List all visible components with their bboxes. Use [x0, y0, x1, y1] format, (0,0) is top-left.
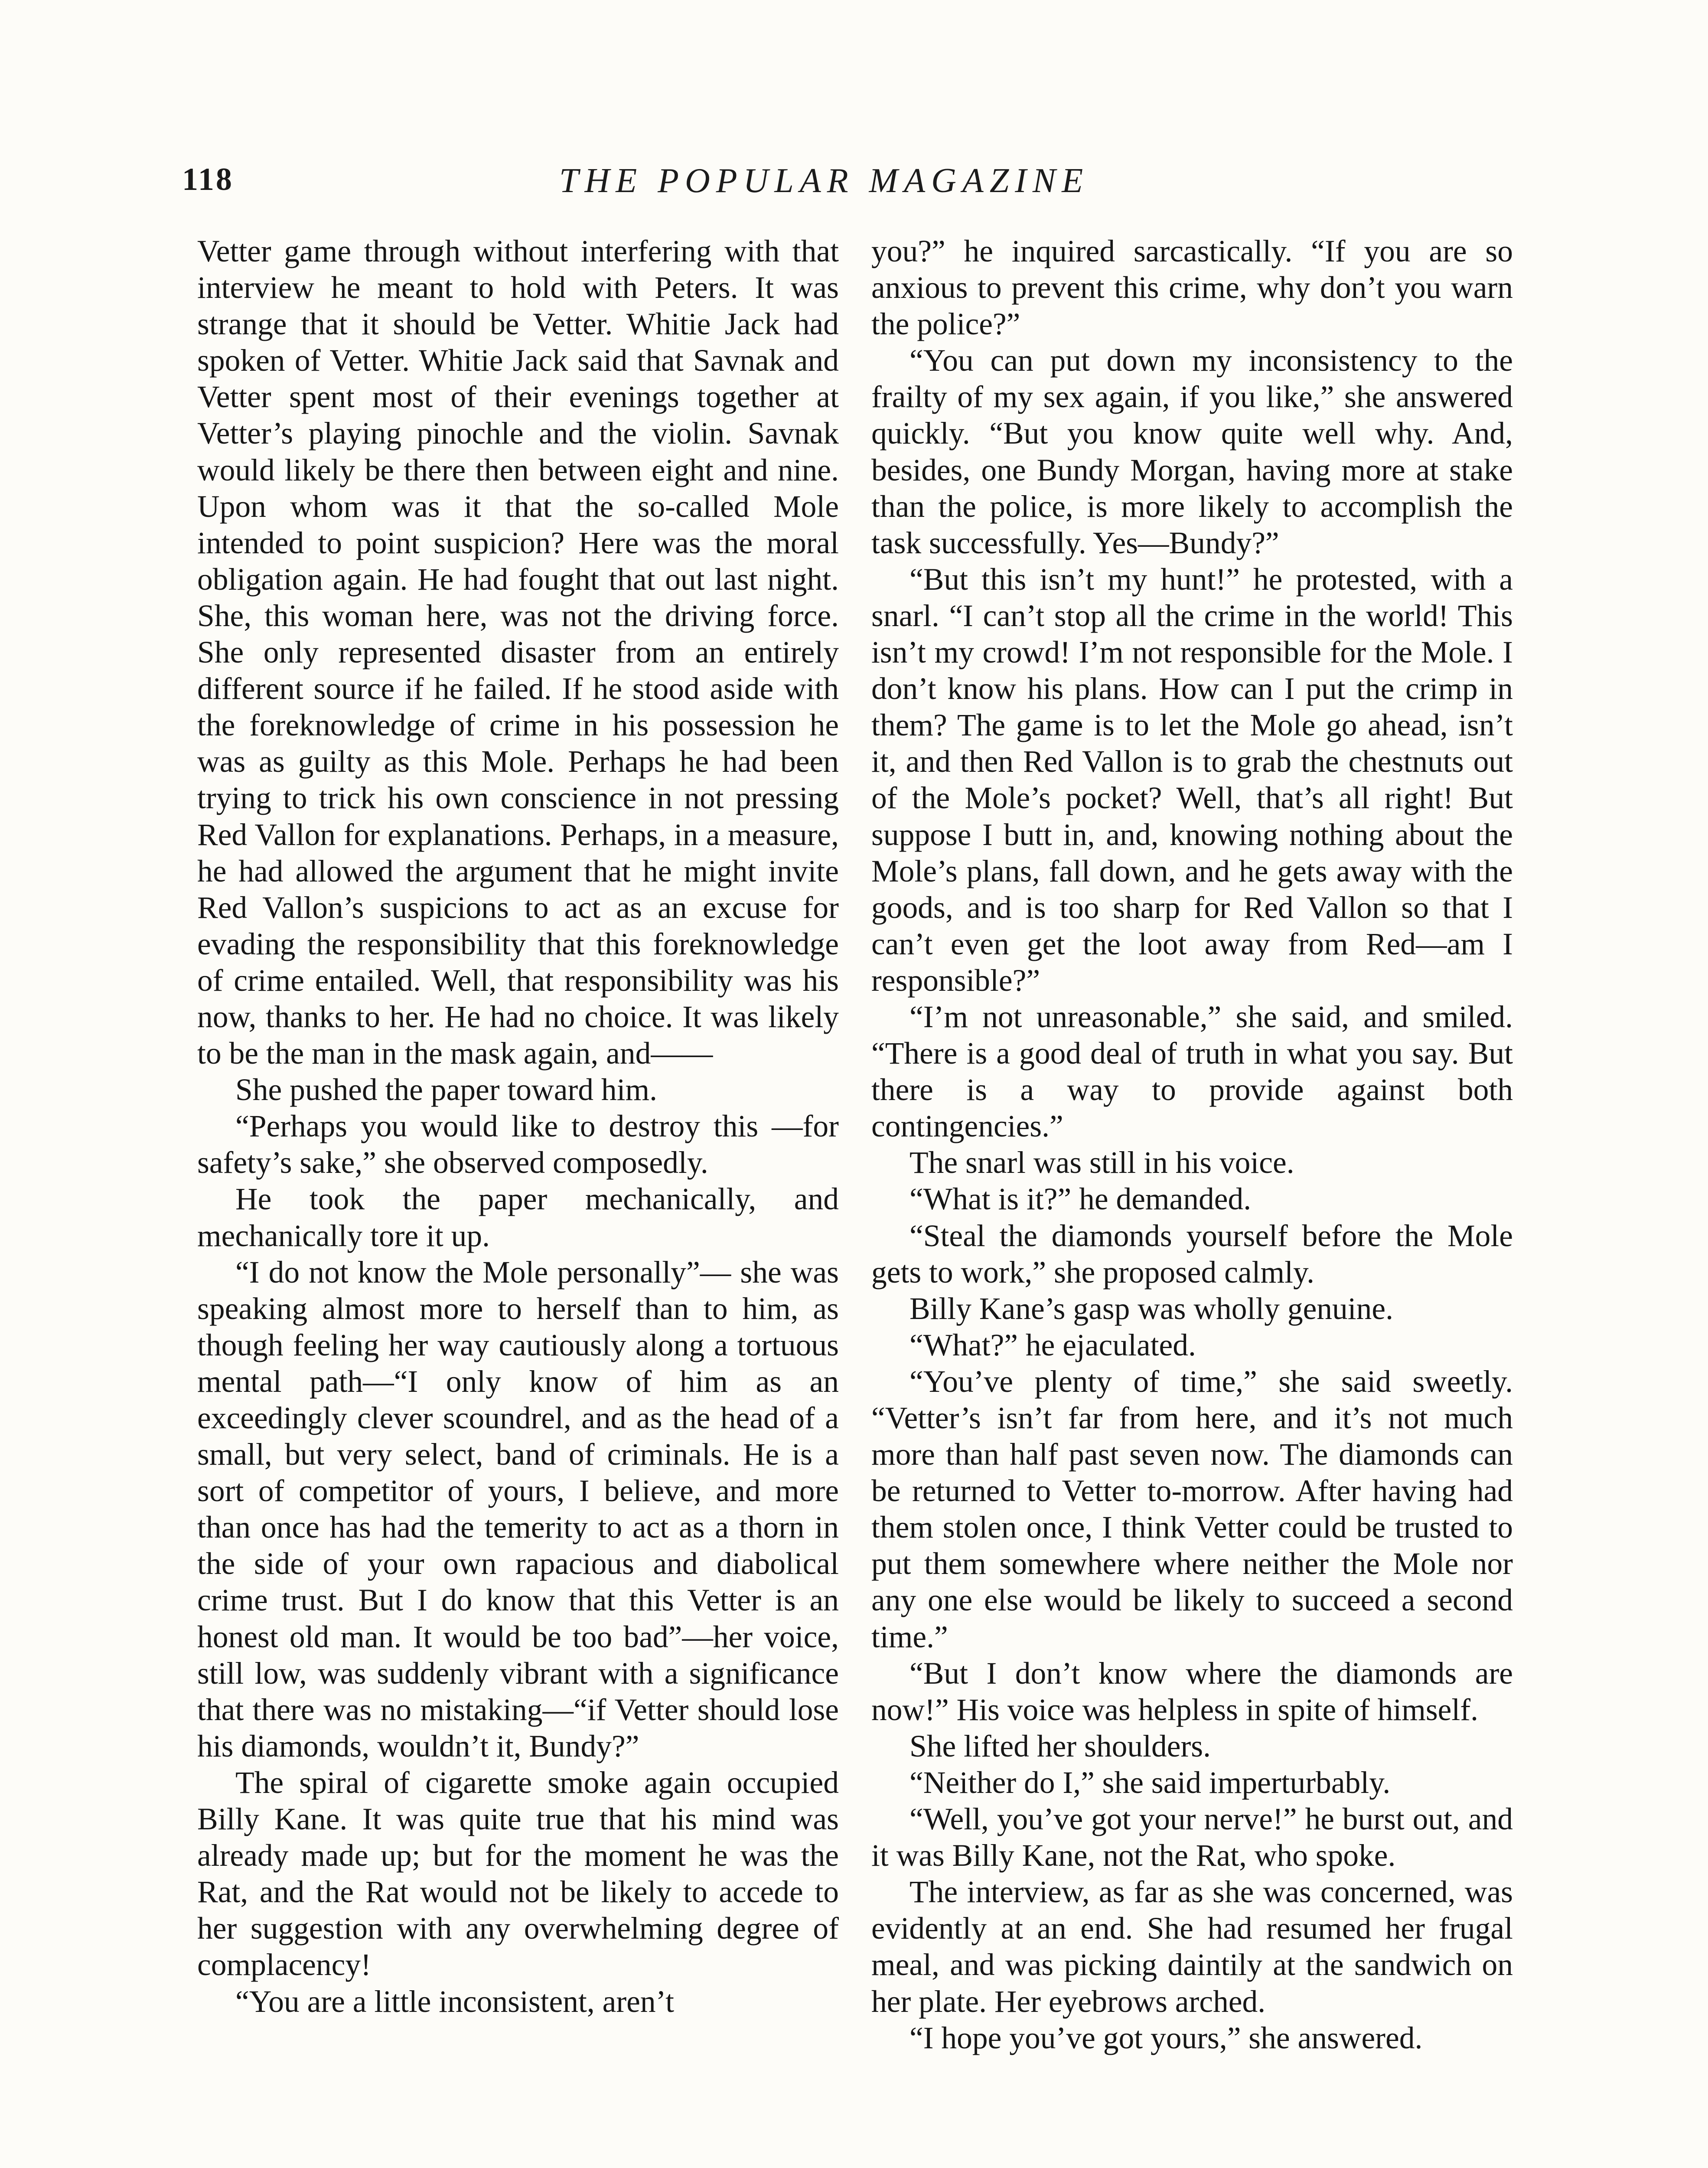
- paragraph: “You are a little inconsistent, aren’t: [235, 1984, 675, 2019]
- paragraph: “I do not know the Mole personally”— she was speaking almost more to herself than to him, as though feeling her way cautiously along a tortuous mental path—“I only know of him as an exceedingly clever scoundrel, and as the head of a small, but very select, band of criminals. He is a sort of competitor of yours, I believe, and more than once has had the temerity to act as a thorn in the side of your own rapacious and diabolical crime trust. But I do know that this Vetter is an honest old man. It would be too bad”—her voice, still low, was suddenly vibrant with a significance that there was no mistaking—“if Vetter should lose his diamonds, wouldn’t it, Bundy?”: [197, 1255, 839, 1763]
- paragraph: The interview, as far as she was concerned, was evidently at an end. She had resumed her frugal meal, and was picking daintily at the sandwich on her plate. Her eyebrows arched.: [871, 1875, 1513, 2019]
- right-text-column: [871, 233, 1513, 2168]
- paragraph: “Well, you’ve got your nerve!” he burst out, and it was Billy Kane, not the Rat, who spoke.: [871, 1802, 1513, 1873]
- paragraph: “What?” he ejaculated.: [909, 1328, 1196, 1362]
- paragraph: She lifted her shoulders.: [909, 1729, 1211, 1763]
- paragraph: Vetter game through without interfering with that interview he meant to hold with Peters. It was strange that it should be Vetter. Whitie Jack had spoken of Vetter. Whitie Jack said that Savnak and Vetter spent most of their evenings together at Vetter’s playing pinochle and the violin. Savnak would likely be there then between eight and nine. Upon whom was it that the so-called Mole intended to point suspicion? Here was the moral obligation again. He had fought that out last night. She, this woman here, was not the driving force. She only represented disaster from an entirely different source if he failed. If he stood aside with the foreknowledge of crime in his possession he was as guilty as this Mole. Perhaps he had been trying to trick his own conscience in not pressing Red Vallon for explanations. Perhaps, in a measure, he had allowed the argument that he might invite Red Vallon’s suspicions to act as an excuse for evading the responsibility that this foreknowledge of crime entailed. Well, that responsibility was his now, thanks to her. He had no choice. It was likely to be the man in the mask again, and——: [197, 234, 839, 1071]
- paragraph: “But this isn’t my hunt!” he protested, with a snarl. “I can’t stop all the crime in the world! This isn’t my crowd! I’m not responsible for the Mole. I don’t know his plans. How can I put the crimp in them? The game is to let the Mole go ahead, isn’t it, and then Red Vallon is to grab the chestnuts out of the Mole’s pocket? Well, that’s all right! But suppose I butt in, and, knowing nothing about the Mole’s plans, fall down, and he gets away with the goods, and is too sharp for Red Vallon so that I can’t even get the loot away from Red—am I responsible?”: [871, 562, 1513, 998]
- paragraph: “But I don’t know where the diamonds are now!” His voice was helpless in spite of himself.: [871, 1656, 1513, 1727]
- paragraph: “You can put down my inconsistency to the frailty of my sex again, if you like,” she answered quickly. “But you know quite well why. And, besides, one Bundy Morgan, having more at stake than the police, is more likely to accomplish the task successfully. Yes—Bundy?”: [871, 343, 1513, 560]
- paragraph: “You’ve plenty of time,” she said sweetly. “Vetter’s isn’t far from here, and it’s not much more than half past seven now. The diamonds can be returned to Vetter to-morrow. After having had them stolen once, I think Vetter could be trusted to put them somewhere where neither the Mole nor any one else would be likely to succeed a second time.”: [871, 1364, 1513, 1654]
- paragraph: The spiral of cigarette smoke again occupied Billy Kane. It was quite true that his mind was already made up; but for the moment he was the Rat, and the Rat would not be likely to accede to her suggestion with any overwhelming degree of complacency!: [197, 1765, 839, 1982]
- paragraph: He took the paper mechanically, and mechanically tore it up.: [197, 1182, 839, 1253]
- paragraph: you?” he inquired sarcastically. “If you are so anxious to prevent this crime, why don’t you warn the police?”: [871, 234, 1513, 342]
- paragraph: “Steal the diamonds yourself before the Mole gets to work,” she proposed calmly.: [871, 1218, 1513, 1290]
- paragraph: “Perhaps you would like to destroy this —for safety’s sake,” she observed composedly.: [197, 1109, 839, 1180]
- paragraph: “What is it?” he demanded.: [909, 1182, 1252, 1217]
- paragraph: “Neither do I,” she said imperturbably.: [909, 1765, 1391, 1800]
- page-number: 118: [182, 162, 234, 197]
- page-header: [0, 161, 1708, 209]
- left-text-column: [197, 233, 839, 2168]
- paragraph: Billy Kane’s gasp was wholly genuine.: [909, 1291, 1394, 1326]
- paragraph: “I hope you’ve got yours,” she answered.: [909, 2021, 1423, 2055]
- paragraph: “I’m not unreasonable,” she said, and smiled. “There is a good deal of truth in what you say. But there is a way to provide against both contingencies.”: [871, 999, 1513, 1144]
- running-title: THE POPULAR MAGAZINE: [559, 162, 1089, 200]
- paragraph: The snarl was still in his voice.: [909, 1146, 1294, 1180]
- paragraph: She pushed the paper toward him.: [235, 1073, 657, 1107]
